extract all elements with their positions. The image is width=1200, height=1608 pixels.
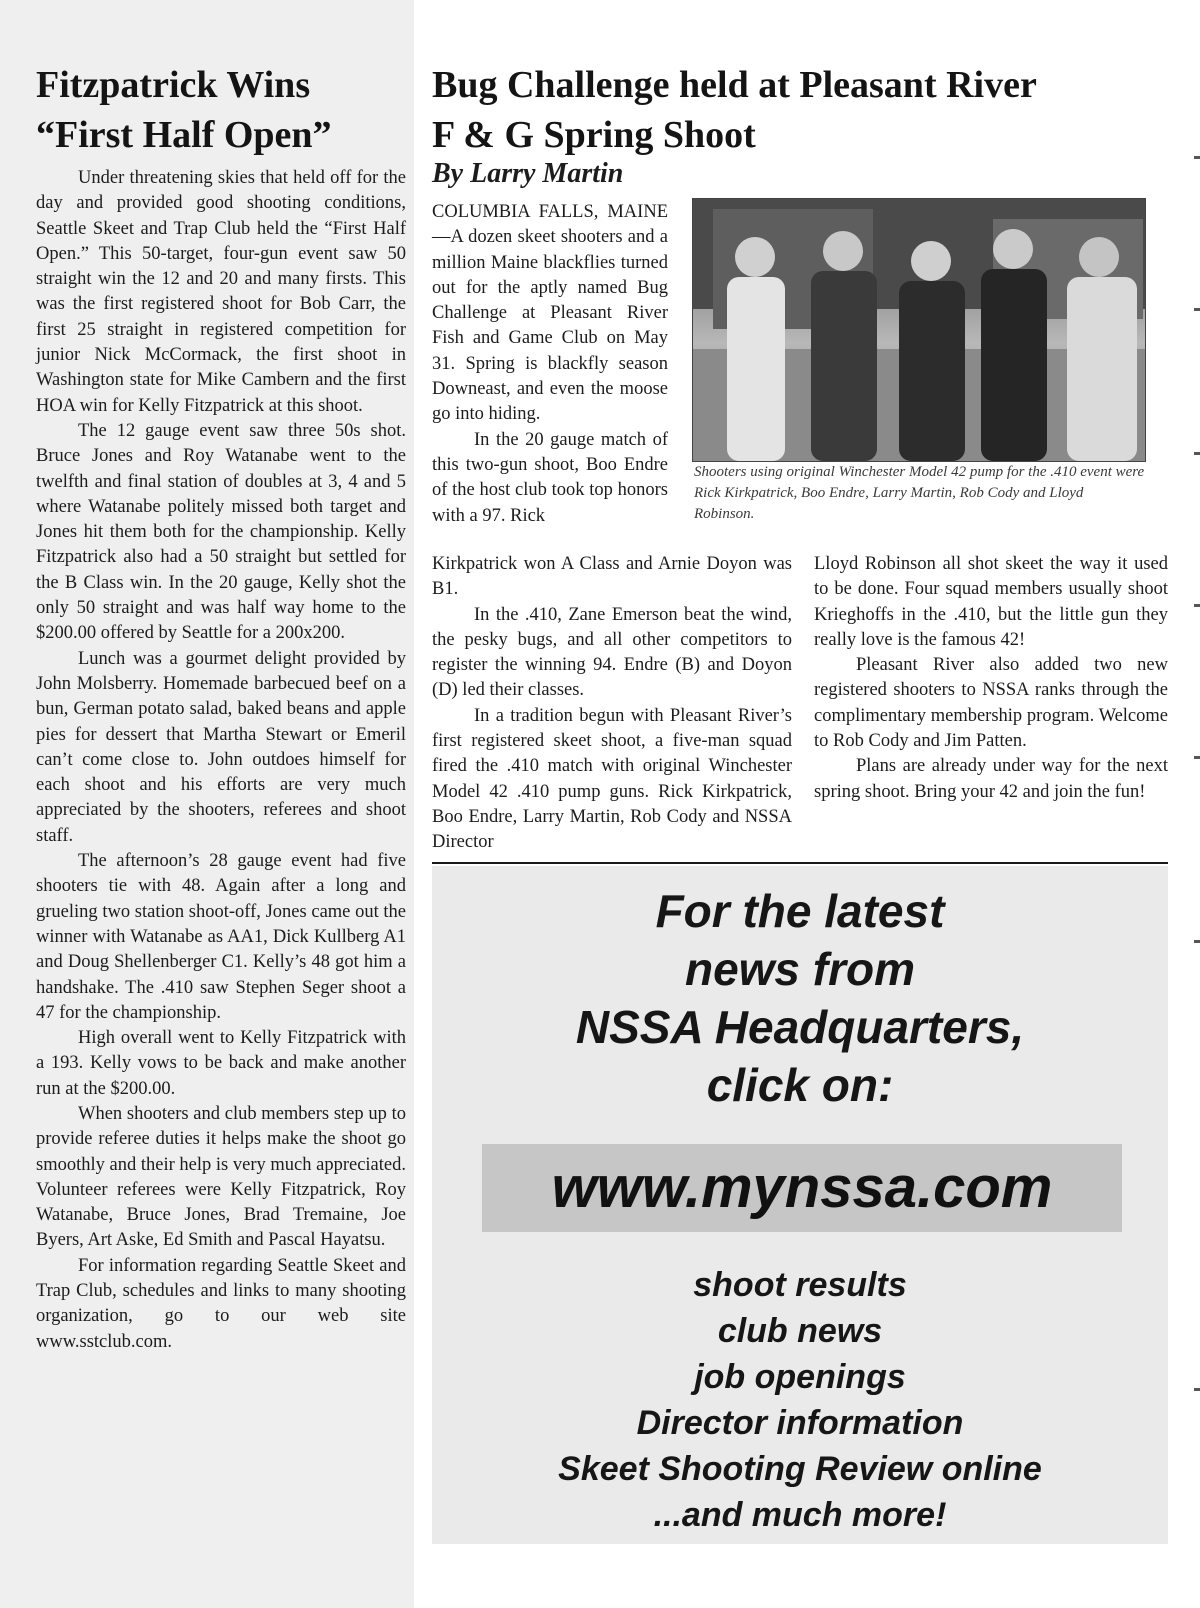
right-title-line2: F & G Spring Shoot: [432, 114, 756, 156]
ad-feature-item: club news: [717, 1312, 883, 1350]
left-paragraph: High overall went to Kelly Fitzpatrick with a 193. Kelly vows to be back and make another run at the $200.00.: [36, 1028, 406, 1099]
page-edge-mark: [1194, 940, 1200, 943]
right-paragraph: In the 20 gauge match of this two-gun shoot, Boo Endre of the host club took top honors with a 97. Rick: [432, 429, 668, 526]
ad-headline-line: click on:: [706, 1059, 894, 1111]
left-article-body: [36, 166, 406, 1355]
byline: By Larry Martin: [432, 158, 624, 189]
right-paragraph: In the .410, Zane Emerson beat the wind, the pesky bugs, and all other competitors to register the winning 94. Endre (B) and Doyon (D) led their classes.: [432, 604, 792, 701]
page-edge-mark: [1194, 308, 1200, 311]
ad-feature-item: Skeet Shooting Review online: [558, 1450, 1042, 1488]
shooters-photo-illustration: [693, 199, 1145, 461]
ad-feature-item: job openings: [694, 1358, 906, 1396]
right-article-column-c: [814, 552, 1168, 805]
left-paragraph: Lunch was a gourmet delight provided by John Molsberry. Homemade barbecued beef on a bun, German potato salad, baked beans and apple pies for dessert that Martha Stewart or Emeril can’t come close to. John outdoes himself for each shoot and his efforts are very much appreciated by the shooters, referees and shoot staff.: [36, 648, 406, 846]
left-title-line1: Fitzpatrick Wins: [36, 64, 311, 106]
ad-headline-line: NSSA Headquarters,: [575, 1001, 1025, 1053]
page-edge-mark: [1194, 604, 1200, 607]
right-paragraph: COLUMBIA FALLS, MAINE—A dozen skeet shooters and a million Maine blackflies turned out for the aptly named Bug Challenge at Pleasant River Fish and Game Club on May 31. Spring is blackfly season Downeast, and even the moose go into hiding.: [432, 202, 668, 425]
page-edge-mark: [1194, 756, 1200, 759]
right-article-column-a: [432, 200, 668, 529]
left-paragraph: Under threatening skies that held off for the day and provided good shooting conditions, Seattle Skeet and Trap Club held the “First Half Open.” This 50-target, four-gun event saw 50 straight win the 12 and 20 and many firsts. This was the first registered shoot for Bob Carr, the first 25 straight in registered competition for junior Nick McCormack, the first shoot in Washington state for Mike Cambern and the first HOA win for Kelly Fitzpatrick at this shoot.: [36, 168, 406, 416]
left-paragraph: The 12 gauge event saw three 50s shot. Bruce Jones and Roy Watanabe went to the twelfth and final station of doubles at 3, 4 and 5 where Watanabe politely missed both target and Jones hit them both for the championship. Kelly Fitzpatrick also had a 50 straight but settled for the B Class win. In the 20 gauge, Kelly shot the only 50 straight and was half way home to the $200.00 offered by Seattle for a 200x200.: [36, 420, 406, 644]
nssa-advertisement: [432, 866, 1168, 1544]
ad-headline-line: For the latest: [655, 885, 945, 937]
nssa-website-link[interactable]: www.mynssa.com: [482, 1144, 1122, 1232]
left-paragraph: For information regarding Seattle Skeet and Trap Club, schedules and links to many shooting organization, go to our web site www.sstclub.com.: [36, 1255, 406, 1352]
ad-feature-item: ...and much more!: [653, 1496, 947, 1534]
ad-feature-item: Director information: [636, 1404, 964, 1442]
ad-feature-list: [432, 1262, 1168, 1538]
ad-headline: [432, 882, 1168, 1114]
right-paragraph: Lloyd Robinson all shot skeet the way it used to be done. Four squad members usually shoot Krieghoffs in the .410, but the little gun they really love is the famous 42!: [814, 554, 1168, 650]
right-article-title: [432, 60, 1172, 160]
left-paragraph: The afternoon’s 28 gauge event had five shooters tie with 48. Again after a long and grueling two station shoot-off, Jones came out the winner with Watanabe as AA1, Dick Kullberg A1 and Doug Shellenberger C1. Kelly’s 48 got him a handshake. The .410 saw Stephen Seger shoot a 47 for the championship.: [36, 851, 406, 1023]
left-title-line2: “First Half Open”: [36, 114, 332, 156]
ad-headline-line: news from: [684, 943, 916, 995]
ad-feature-item: shoot results: [693, 1266, 907, 1304]
page-edge-mark: [1194, 1388, 1200, 1391]
right-paragraph: Kirkpatrick won A Class and Arnie Doyon was B1.: [432, 554, 792, 600]
page-edge-mark: [1194, 156, 1200, 159]
right-title-line1: Bug Challenge held at Pleasant River: [432, 64, 1037, 106]
left-paragraph: When shooters and club members step up to provide referee duties it helps make the shoot go smoothly and their help is very much appreciated. Volunteer referees were Kelly Fitzpatrick, Roy Watanabe, Bruce Jones, Brad Tremaine, Joe Byers, Art Aske, Ed Smith and Pascal Hayatsu.: [36, 1103, 406, 1251]
right-paragraph: In a tradition begun with Pleasant River’s first registered skeet shoot, a five-man squad fired the .410 match with original Winchester Model 42 .410 pump guns. Rick Kirkpatrick, Boo Endre, Larry Martin, Rob Cody and NSSA Director: [432, 705, 792, 853]
section-divider: [432, 862, 1168, 864]
right-article-column-b: [432, 552, 792, 856]
right-paragraph: Pleasant River also added two new registered shooters to NSSA ranks through the complimentary membership program. Welcome to Rob Cody and Jim Patten.: [814, 655, 1168, 752]
shooters-photo: [692, 198, 1146, 462]
right-paragraph: Plans are already under way for the next spring shoot. Bring your 42 and join the fun!: [814, 756, 1168, 802]
page-edge-mark: [1194, 452, 1200, 455]
photo-caption: Shooters using original Winchester Model 42 pump for the .410 event were Rick Kirkpatrick, Boo Endre, Larry Martin, Rob Cody and Lloyd Robinson.: [694, 464, 1145, 522]
left-article-title: [36, 60, 406, 160]
